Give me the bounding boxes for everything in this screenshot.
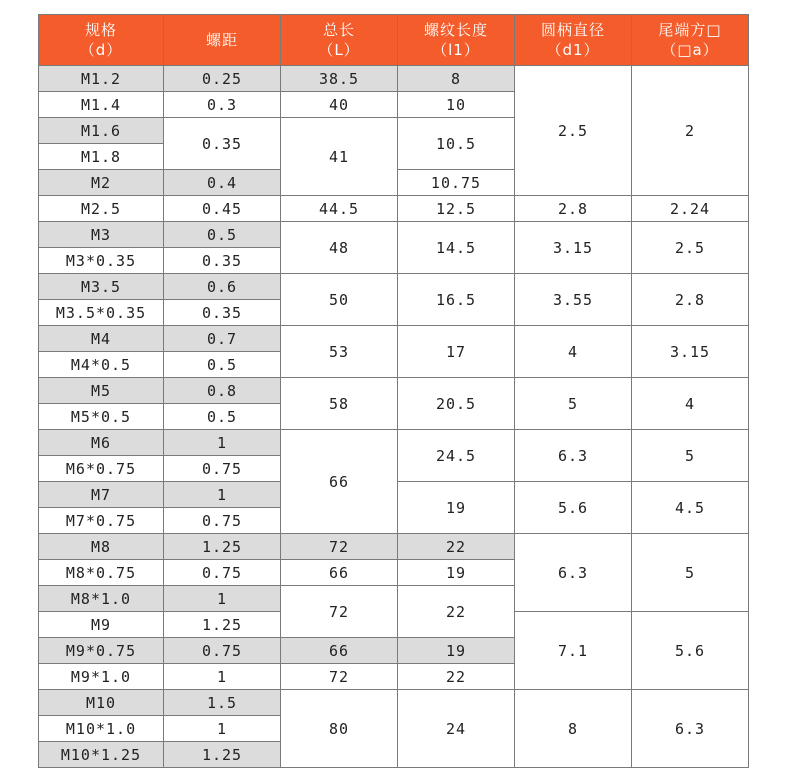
header-sublabel: （l1） <box>432 41 480 59</box>
table-cell: M10*1.0 <box>39 716 164 742</box>
table-row <box>39 66 749 92</box>
table-row <box>39 378 749 404</box>
table-cell: 1 <box>164 716 281 742</box>
table-cell: 20.5 <box>398 378 515 430</box>
table-cell: 58 <box>281 378 398 430</box>
table-cell: 2.8 <box>515 196 632 222</box>
table-cell: M4*0.5 <box>39 352 164 378</box>
table-cell: 16.5 <box>398 274 515 326</box>
table-cell: M3.5 <box>39 274 164 300</box>
table-cell: 48 <box>281 222 398 274</box>
table-cell: 5 <box>632 430 749 482</box>
table-row <box>39 326 749 352</box>
table-cell: 0.3 <box>164 92 281 118</box>
table-cell: M2.5 <box>39 196 164 222</box>
table-cell: 38.5 <box>281 66 398 92</box>
table-cell: 72 <box>281 586 398 638</box>
table-cell: 66 <box>281 638 398 664</box>
table-cell: 19 <box>398 638 515 664</box>
header-cell <box>39 15 164 66</box>
table-cell: M1.8 <box>39 144 164 170</box>
table-cell: 10.75 <box>398 170 515 196</box>
table-cell: 8 <box>515 690 632 768</box>
table-cell: 0.35 <box>164 118 281 170</box>
table-cell: 5 <box>515 378 632 430</box>
table-cell: 19 <box>398 482 515 534</box>
table-cell: M10*1.25 <box>39 742 164 768</box>
table-cell: 24.5 <box>398 430 515 482</box>
table-cell: 66 <box>281 560 398 586</box>
table-cell: 3.15 <box>632 326 749 378</box>
header-cell <box>515 15 632 66</box>
table-cell: 4.5 <box>632 482 749 534</box>
table-cell: M5*0.5 <box>39 404 164 430</box>
table-row <box>39 196 749 222</box>
table-cell: M1.6 <box>39 118 164 144</box>
table-cell: 10 <box>398 92 515 118</box>
table-cell: 1 <box>164 482 281 508</box>
table-cell: M7*0.75 <box>39 508 164 534</box>
table-row <box>39 274 749 300</box>
table-cell: 2 <box>632 66 749 196</box>
table-cell: 5.6 <box>632 612 749 690</box>
table-cell: 40 <box>281 92 398 118</box>
table-cell: 19 <box>398 560 515 586</box>
table-cell: 0.8 <box>164 378 281 404</box>
header-label: 规格 <box>84 21 117 39</box>
table-cell: 80 <box>281 690 398 768</box>
table-cell: 8 <box>398 66 515 92</box>
table-cell: 3.55 <box>515 274 632 326</box>
table-cell: M1.2 <box>39 66 164 92</box>
header-cell <box>632 15 749 66</box>
table-cell: 0.5 <box>164 352 281 378</box>
table-cell: M2 <box>39 170 164 196</box>
table-cell: M4 <box>39 326 164 352</box>
table-cell: 0.35 <box>164 300 281 326</box>
table-cell: 0.35 <box>164 248 281 274</box>
table-cell: M9 <box>39 612 164 638</box>
table-cell: 6.3 <box>515 534 632 612</box>
table-cell: 4 <box>515 326 632 378</box>
table-cell: M3 <box>39 222 164 248</box>
table-cell: 2.5 <box>632 222 749 274</box>
table-cell: 5 <box>632 534 749 612</box>
table-cell: 10.5 <box>398 118 515 170</box>
table-cell: 0.75 <box>164 560 281 586</box>
header-sublabel: （□a） <box>661 41 719 59</box>
table-cell: 6.3 <box>632 690 749 768</box>
table-row <box>39 534 749 560</box>
table-cell: 44.5 <box>281 196 398 222</box>
table-cell: 1 <box>164 586 281 612</box>
table-cell: 22 <box>398 664 515 690</box>
header-sublabel: （d1） <box>546 41 600 59</box>
table-cell: 2.8 <box>632 274 749 326</box>
header-label: 尾端方□ <box>658 21 722 39</box>
table-cell: M3.5*0.35 <box>39 300 164 326</box>
header-label: 螺纹长度 <box>423 21 488 39</box>
table-cell: 2.24 <box>632 196 749 222</box>
table-cell: 41 <box>281 118 398 196</box>
table-cell: 1 <box>164 664 281 690</box>
table-cell: M8*0.75 <box>39 560 164 586</box>
table-cell: M9*1.0 <box>39 664 164 690</box>
table-cell: 1.25 <box>164 742 281 768</box>
table-cell: M3*0.35 <box>39 248 164 274</box>
table-cell: 6.3 <box>515 430 632 482</box>
header-cell <box>281 15 398 66</box>
table-cell: M1.4 <box>39 92 164 118</box>
table-cell: M10 <box>39 690 164 716</box>
header-sublabel: （L） <box>318 41 360 59</box>
table-cell: 0.7 <box>164 326 281 352</box>
table-cell: 24 <box>398 690 515 768</box>
table-cell: 14.5 <box>398 222 515 274</box>
table-row <box>39 222 749 248</box>
table-cell: 53 <box>281 326 398 378</box>
table-cell: M7 <box>39 482 164 508</box>
table-cell: 0.45 <box>164 196 281 222</box>
table-cell: 0.75 <box>164 508 281 534</box>
table-cell: 22 <box>398 534 515 560</box>
table-cell: 66 <box>281 430 398 534</box>
table-cell: 22 <box>398 586 515 638</box>
table-cell: 5.6 <box>515 482 632 534</box>
table-cell: 4 <box>632 378 749 430</box>
table-cell: 17 <box>398 326 515 378</box>
table-cell: 1.25 <box>164 534 281 560</box>
table-cell: M5 <box>39 378 164 404</box>
table-cell: 72 <box>281 534 398 560</box>
table-cell: 0.75 <box>164 638 281 664</box>
header-label: 螺距 <box>205 31 238 49</box>
header-sublabel: （d） <box>79 41 123 59</box>
table-cell: 0.4 <box>164 170 281 196</box>
table-cell: 1.25 <box>164 612 281 638</box>
table-cell: 0.6 <box>164 274 281 300</box>
table-cell: M9*0.75 <box>39 638 164 664</box>
table-cell: 0.75 <box>164 456 281 482</box>
table-cell: M6*0.75 <box>39 456 164 482</box>
table-cell: M6 <box>39 430 164 456</box>
table-cell: 50 <box>281 274 398 326</box>
table-cell: 3.15 <box>515 222 632 274</box>
header-label: 总长 <box>322 21 355 39</box>
table-cell: M8 <box>39 534 164 560</box>
table-cell: 1.5 <box>164 690 281 716</box>
table-cell: M8*1.0 <box>39 586 164 612</box>
header-cell <box>164 15 281 66</box>
table-cell: 72 <box>281 664 398 690</box>
table-cell: 1 <box>164 430 281 456</box>
table-cell: 0.25 <box>164 66 281 92</box>
header-label: 圆柄直径 <box>540 21 605 39</box>
header-cell <box>398 15 515 66</box>
table-row <box>39 690 749 716</box>
spec-table <box>38 14 749 768</box>
table-row <box>39 430 749 456</box>
header-row <box>39 15 749 66</box>
table-cell: 0.5 <box>164 404 281 430</box>
table-cell: 0.5 <box>164 222 281 248</box>
table-cell: 2.5 <box>515 66 632 196</box>
table-cell: 7.1 <box>515 612 632 690</box>
table-cell: 12.5 <box>398 196 515 222</box>
